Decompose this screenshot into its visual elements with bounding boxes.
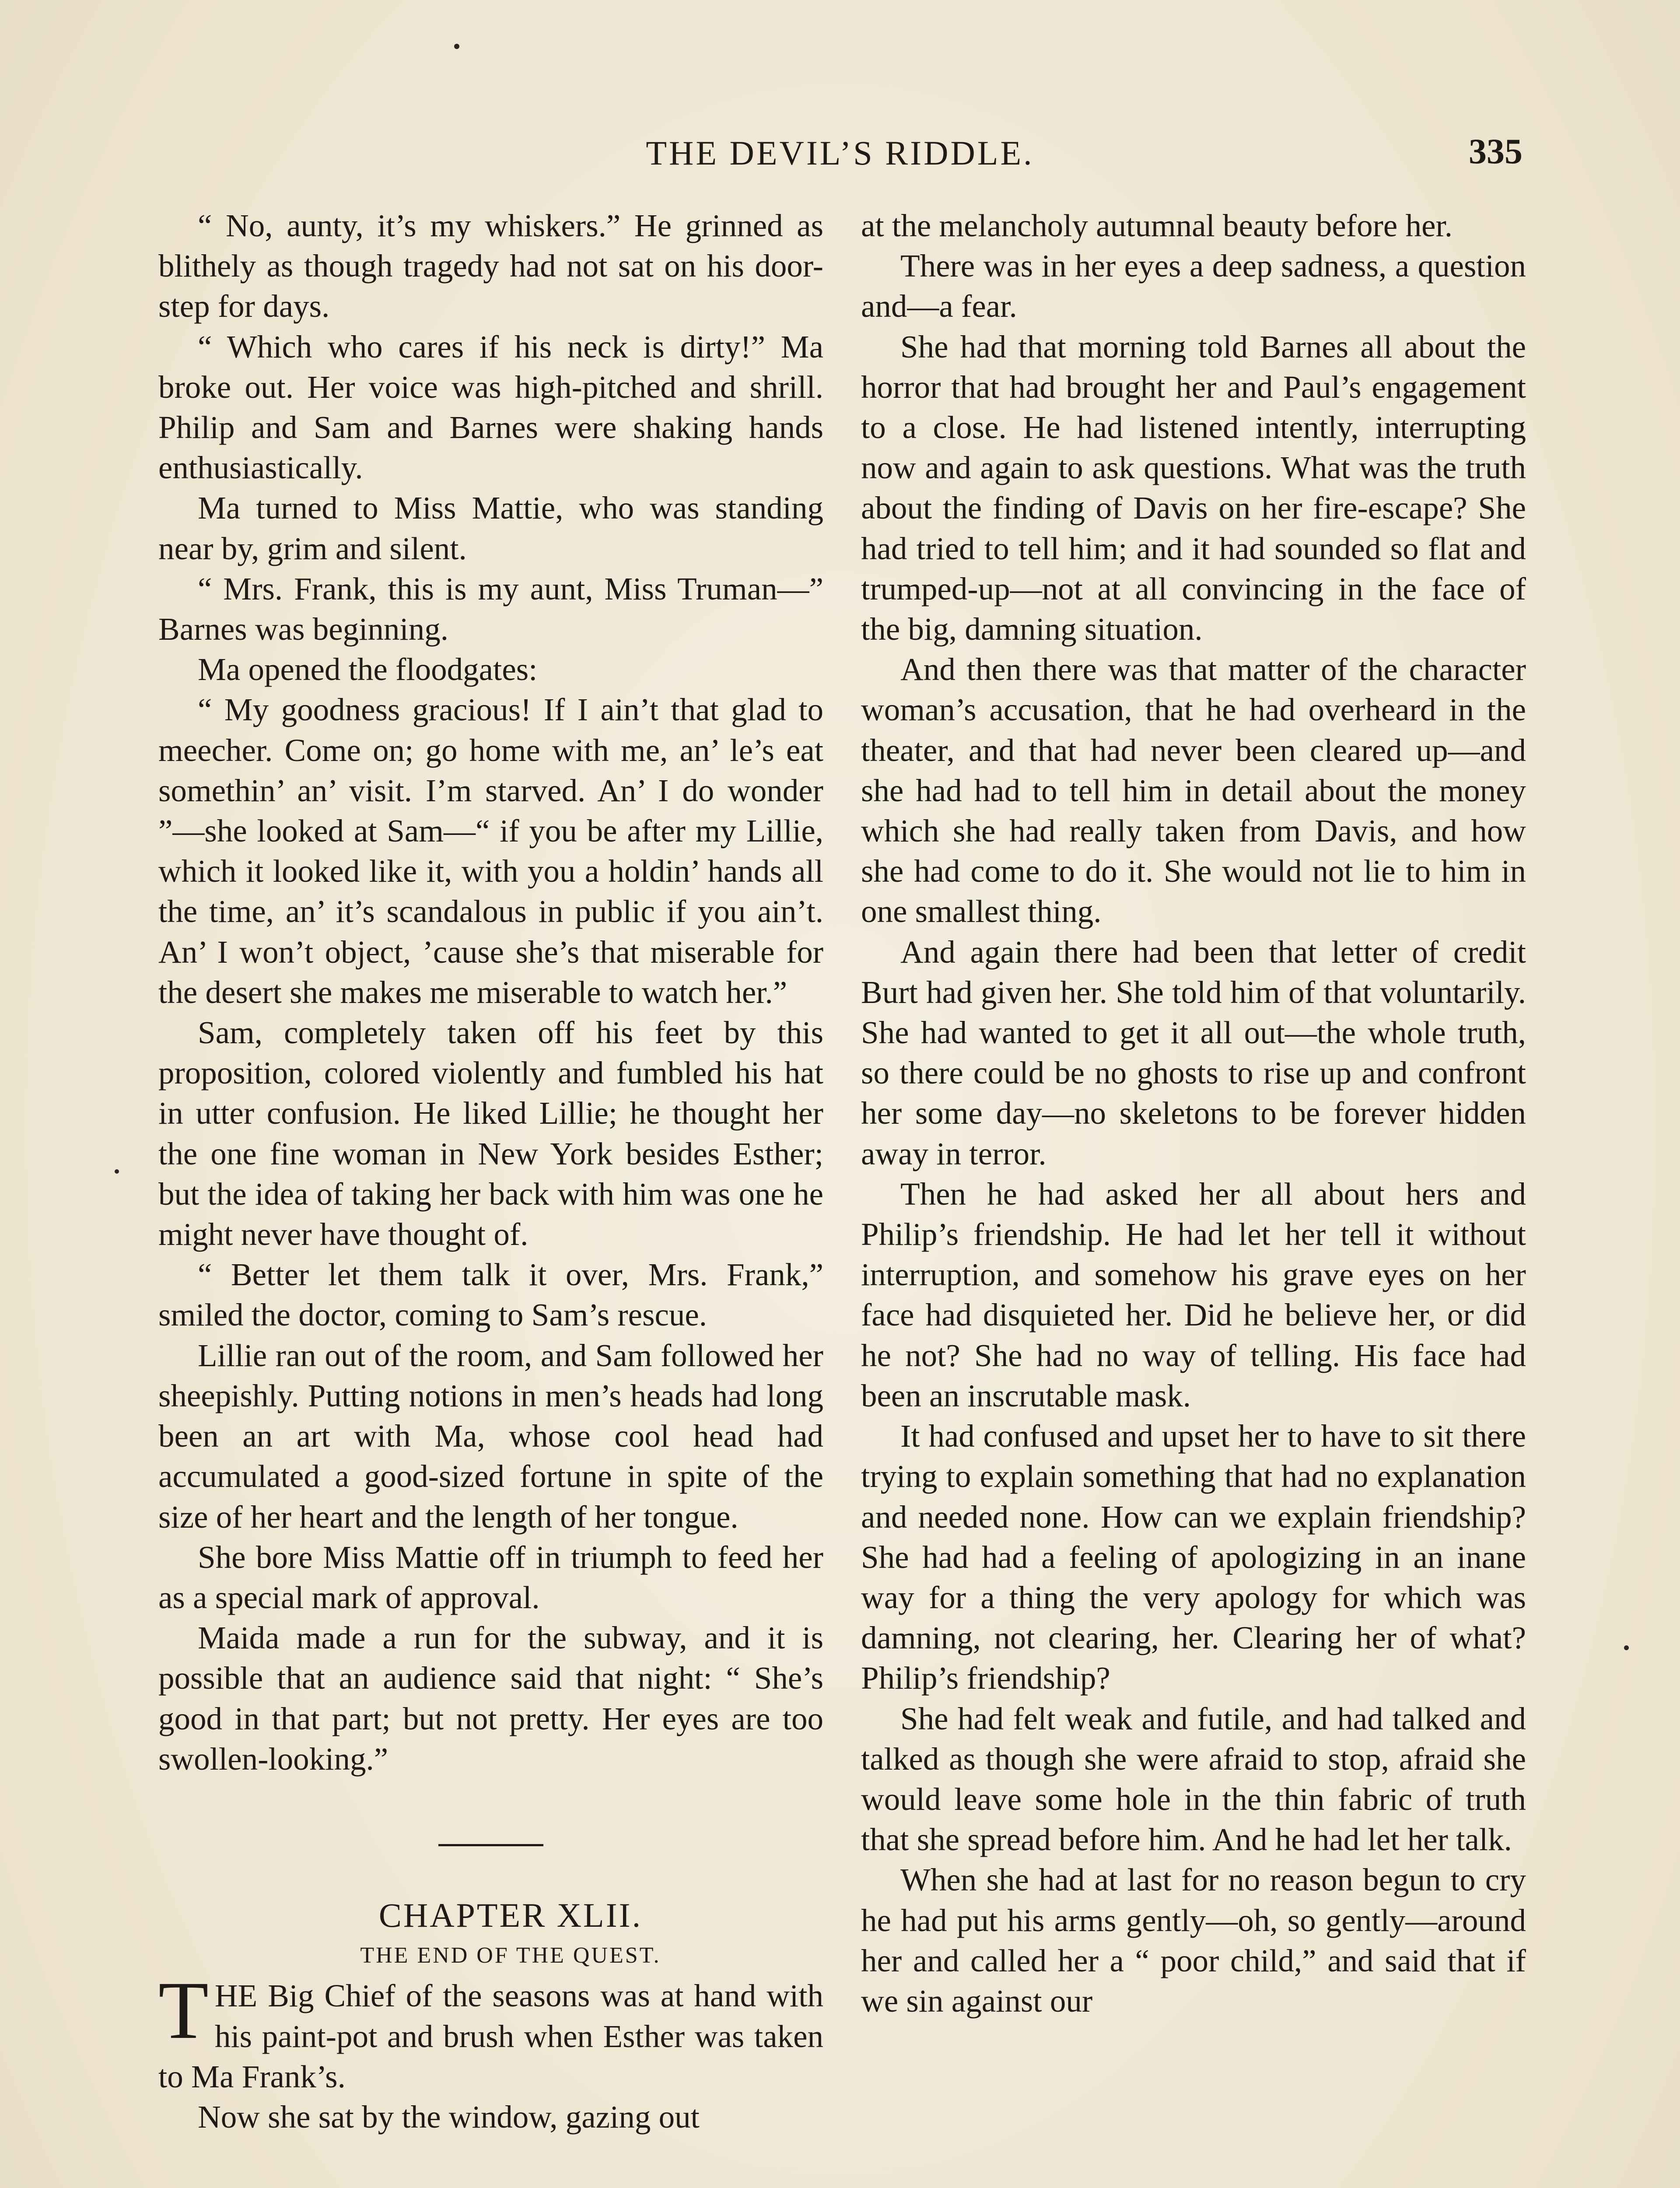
body-paragraph: Maida made a run for the subway, and it is possible that an audience said that night: “ She’s good in that part; but not pretty. Her eyes are too swollen-looking.” xyxy=(158,1620,823,1777)
body-paragraph: She had felt weak and futile, and had talked and talked as though she were afraid to stop, afraid she would leave some hole in the thin fabric of truth that she spread before him. And he had let her talk. xyxy=(861,1701,1526,1858)
paper-speck xyxy=(454,44,459,49)
body-paragraph: “ Better let them talk it over, Mrs. Frank,” smiled the doctor, coming to Sam’s rescue. xyxy=(158,1257,823,1333)
chapter-heading: CHAPTER XLII. xyxy=(378,1896,643,1934)
body-paragraph: She had that morning told Barnes all about the horror that had brought her and Paul’s engagement to a close. He had listened intently, interrupting now and again to ask questions. What was the truth about the finding of Davis on her fire-escape? She had tried to tell him; and it had sounded so flat and trumped-up—not at all convincing in the face of the big, damning situation. xyxy=(861,329,1526,647)
body-paragraph: Lillie ran out of the room, and Sam followed her sheepishly. Putting notions in men’s heads had long been an art with Ma, whose cool head had accumulated a good-sized fortune in spite of the size of her heart and the length of her tongue. xyxy=(158,1337,823,1535)
paper-speck xyxy=(115,1169,119,1174)
chapter-opening-text: HE Big Chief of the seasons was at hand with his paint-pot and brush when Esther was taken to Ma Frank’s. xyxy=(158,1978,823,2094)
body-paragraph: She bore Miss Mattie off in triumph to feed her as a special mark of approval. xyxy=(158,1539,823,1615)
chapter-divider-rule xyxy=(438,1844,543,1846)
running-title: THE DEVIL’S RIDDLE. xyxy=(646,134,1034,172)
left-paragraphs-before xyxy=(158,206,823,1779)
body-paragraph: Ma opened the floodgates: xyxy=(198,652,538,687)
left-paragraphs-after xyxy=(158,2097,823,2137)
body-paragraph: When she had at last for no reason begun to cry he had put his arms gently—oh, so gently—around her and called her a “ poor child,” and said that if we sin against our xyxy=(861,1862,1526,2019)
chapter-opening-paragraph xyxy=(158,1964,823,2097)
body-paragraph: Now she sat by the window, gazing out xyxy=(198,2099,700,2135)
body-paragraph: “ No, aunty, it’s my whiskers.” He grinned as blithely as though tragedy had not sat on his door-step for days. xyxy=(158,208,823,324)
right-column xyxy=(861,206,1526,2021)
page-number: 335 xyxy=(1469,131,1522,171)
body-paragraph: “ Mrs. Frank, this is my aunt, Miss Truman—” Barnes was beginning. xyxy=(158,571,823,647)
body-paragraph: Sam, completely taken off his feet by this proposition, colored violently and fumbled his hat in utter confusion. He liked Lillie; he thought her the one fine woman in New York besides Esther; but the idea of taking her back with him was one he might never have thought of. xyxy=(158,1015,823,1252)
body-paragraph: There was in her eyes a deep sadness, a question and—a fear. xyxy=(861,248,1526,324)
body-paragraph: It had confused and upset her to have to sit there trying to explain something that had no explanation and needed none. How can we explain friendship? She had had a feeling of apologizing in an inane way for a thing the very apology for which was damning, not clearing, her. Clearing her of what? Philip’s friendship? xyxy=(861,1418,1526,1696)
chapter-subtitle: THE END OF THE QUEST. xyxy=(360,1943,661,1968)
page-header xyxy=(158,129,1522,182)
right-paragraphs xyxy=(861,246,1526,2021)
drop-cap-letter: T xyxy=(158,1964,209,2056)
body-paragraph: Ma turned to Miss Mattie, who was standing near by, grim and silent. xyxy=(158,490,823,566)
paper-speck xyxy=(1624,1645,1629,1650)
body-paragraph: And then there was that matter of the character woman’s accusation, that he had overheard in the theater, and that had never been cleared up—and she had had to tell him in detail about the money which she had really taken from Davis, and how she had come to do it. She would not lie to him in one smallest thing. xyxy=(861,652,1526,929)
body-paragraph: And again there had been that letter of credit Burt had given her. She told him of that voluntarily. She had wanted to get it all out—the whole truth, so there could be no ghosts to rise up and confront her some day—no skeletons to be forever hidden away in terror. xyxy=(861,934,1526,1171)
body-paragraph: “ My goodness gracious! If I ain’t that glad to meecher. Come on; go home with me, an’ le’s eat somethin’ an’ visit. I’m starved. An’ I do wonder ”—she looked at Sam—“ if you be after my Lillie, which it looked like it, with you a holdin’ hands all the time, an’ it’s scandalous in public if you ain’t. An’ I won’t object, ’cause she’s that miserable for the desert she makes me miserable to watch her.” xyxy=(158,692,823,1010)
left-column xyxy=(158,206,823,2137)
continued-paragraph: at the melancholy autumnal beauty before her. xyxy=(861,208,1452,243)
body-paragraph: Then he had asked her all about hers and Philip’s friendship. He had let her tell it without interruption, and somehow his grave eyes on her face had disquieted her. Did he believe her, or did he not? She had no way of telling. His face had been an inscrutable mask. xyxy=(861,1176,1526,1413)
body-paragraph: “ Which who cares if his neck is dirty!” Ma broke out. Her voice was high-pitched and shrill. Philip and Sam and Barnes were shaking hands enthusiastically. xyxy=(158,329,823,486)
